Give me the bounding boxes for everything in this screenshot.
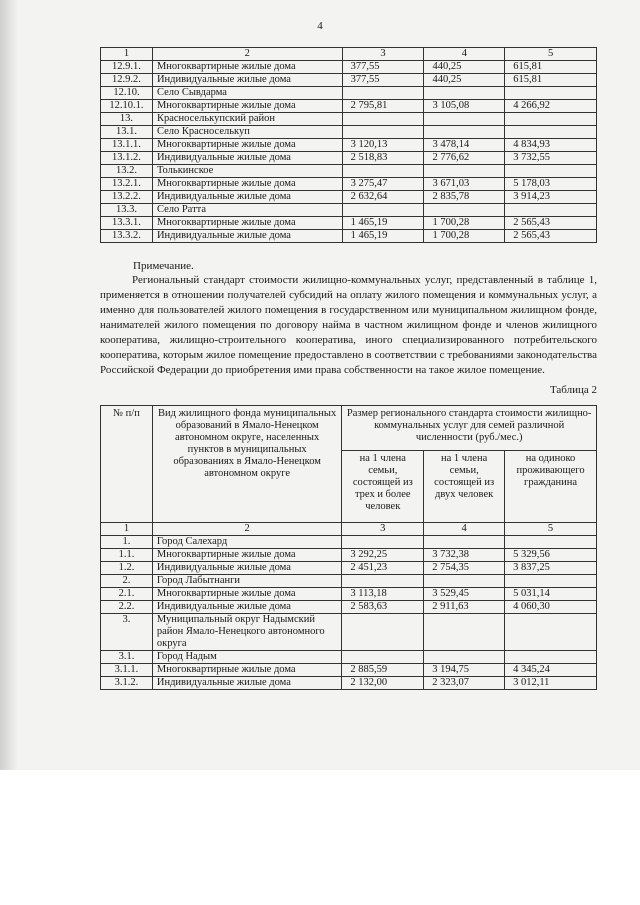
col-number: 1 <box>101 48 153 61</box>
table-row <box>101 113 597 126</box>
row-value-family-3plus <box>342 614 424 651</box>
row-value-single: 3 914,23 <box>505 191 597 204</box>
row-value-family-3plus <box>342 651 424 664</box>
row-value-family-3plus: 3 113,18 <box>342 588 424 601</box>
table-row <box>101 74 597 87</box>
header-family-3plus: на 1 члена семьи, состоящей из трех и более человек <box>342 451 424 523</box>
row-value-single: 3 732,55 <box>505 152 597 165</box>
row-number: 3. <box>101 614 153 651</box>
table-row <box>101 230 597 243</box>
row-name: Многоквартирные жилые дома <box>152 61 342 74</box>
row-value-single: 4 345,24 <box>505 664 597 677</box>
row-value-family-2: 2 911,63 <box>424 601 505 614</box>
table-row <box>101 664 597 677</box>
table-row <box>101 61 597 74</box>
row-value-single: 5 329,56 <box>505 549 597 562</box>
table-row <box>101 536 597 549</box>
col-number: 5 <box>505 48 597 61</box>
col-number: 4 <box>424 48 505 61</box>
row-name: Индивидуальные жилые дома <box>152 677 341 690</box>
row-value-family-3plus <box>342 575 424 588</box>
row-value-family-2: 3 732,38 <box>424 549 505 562</box>
row-name: Индивидуальные жилые дома <box>152 601 341 614</box>
row-value-single <box>505 165 597 178</box>
row-value-family-2 <box>424 165 505 178</box>
row-value-single: 2 565,43 <box>505 217 597 230</box>
row-value-family-3plus: 377,55 <box>342 74 424 87</box>
row-value-single <box>505 87 597 100</box>
row-value-single <box>505 204 597 217</box>
row-number: 3.1.1. <box>101 664 153 677</box>
row-name: Село Красноселькуп <box>152 126 342 139</box>
row-number: 13.2.1. <box>101 178 153 191</box>
row-name: Многоквартирные жилые дома <box>152 100 342 113</box>
row-value-family-3plus: 2 518,83 <box>342 152 424 165</box>
row-value-family-2 <box>424 614 505 651</box>
row-value-family-3plus: 2 451,23 <box>342 562 424 575</box>
row-value-family-3plus <box>342 113 424 126</box>
row-value-family-2: 2 754,35 <box>424 562 505 575</box>
row-number: 13.2. <box>101 165 153 178</box>
col-number: 2 <box>152 523 341 536</box>
row-value-family-3plus <box>342 536 424 549</box>
table-2-label: Таблица 2 <box>549 384 597 396</box>
row-value-single: 3 012,11 <box>505 677 597 690</box>
row-number: 12.10.1. <box>101 100 153 113</box>
table-row <box>101 100 597 113</box>
row-value-single: 4 060,30 <box>505 601 597 614</box>
row-name: Индивидуальные жилые дома <box>152 562 341 575</box>
row-value-family-2 <box>424 126 505 139</box>
header-single: на одиноко проживающего гражданина <box>505 451 597 523</box>
row-name: Индивидуальные жилые дома <box>152 74 342 87</box>
row-value-family-2: 2 776,62 <box>424 152 505 165</box>
row-value-single <box>505 614 597 651</box>
row-value-family-2: 2 323,07 <box>424 677 505 690</box>
table-2-header-row <box>101 406 597 451</box>
row-number: 13. <box>101 113 153 126</box>
row-value-single <box>505 536 597 549</box>
header-family-2: на 1 члена семьи, состоящей из двух человек <box>424 451 505 523</box>
row-value-family-2 <box>424 113 505 126</box>
row-value-single: 4 834,93 <box>505 139 597 152</box>
row-number: 1.2. <box>101 562 153 575</box>
row-value-family-3plus: 3 292,25 <box>342 549 424 562</box>
row-name: Многоквартирные жилые дома <box>152 139 342 152</box>
row-name: Многоквартирные жилые дома <box>152 664 341 677</box>
table-row <box>101 677 597 690</box>
table-row <box>101 217 597 230</box>
col-number: 1 <box>101 523 153 536</box>
col-number: 2 <box>152 48 342 61</box>
row-number: 1. <box>101 536 153 549</box>
col-number: 3 <box>342 523 424 536</box>
row-value-single <box>505 113 597 126</box>
row-value-family-2 <box>424 575 505 588</box>
table-row <box>101 178 597 191</box>
scan-shadow <box>0 0 18 770</box>
row-number: 12.9.1. <box>101 61 153 74</box>
row-value-single: 5 031,14 <box>505 588 597 601</box>
table-row <box>101 165 597 178</box>
table-row <box>101 126 597 139</box>
row-value-family-2: 1 700,28 <box>424 230 505 243</box>
row-name: Многоквартирные жилые дома <box>152 588 341 601</box>
row-name: Многоквартирные жилые дома <box>152 217 342 230</box>
row-number: 13.2.2. <box>101 191 153 204</box>
row-value-family-3plus <box>342 87 424 100</box>
row-value-single: 5 178,03 <box>505 178 597 191</box>
row-value-family-2 <box>424 204 505 217</box>
row-number: 13.3.1. <box>101 217 153 230</box>
row-number: 13.1.2. <box>101 152 153 165</box>
row-value-single: 2 565,43 <box>505 230 597 243</box>
row-value-family-3plus: 2 632,64 <box>342 191 424 204</box>
row-name: Муниципальный округ Надымский район Ямало-Ненецкого автономного округа <box>152 614 341 651</box>
row-value-family-3plus: 2 132,00 <box>342 677 424 690</box>
table-row <box>101 139 597 152</box>
row-value-single: 615,81 <box>505 61 597 74</box>
table-1-header-row <box>101 48 597 61</box>
row-number: 3.1. <box>101 651 153 664</box>
col-number: 5 <box>505 523 597 536</box>
table-2-colnum-row <box>101 523 597 536</box>
row-value-family-3plus: 3 275,47 <box>342 178 424 191</box>
row-value-family-3plus: 2 583,63 <box>342 601 424 614</box>
row-value-family-2 <box>424 87 505 100</box>
row-name: Город Надым <box>152 651 341 664</box>
row-value-family-2: 3 194,75 <box>424 664 505 677</box>
row-number: 13.3.2. <box>101 230 153 243</box>
row-number: 2.1. <box>101 588 153 601</box>
row-name: Село Сывдарма <box>152 87 342 100</box>
row-name: Индивидуальные жилые дома <box>152 230 342 243</box>
table-row <box>101 562 597 575</box>
row-name: Индивидуальные жилые дома <box>152 191 342 204</box>
header-number: № п/п <box>101 406 153 523</box>
row-value-family-2: 3 105,08 <box>424 100 505 113</box>
row-value-family-3plus <box>342 165 424 178</box>
row-name: Город Салехард <box>152 536 341 549</box>
row-value-single <box>505 651 597 664</box>
col-number: 4 <box>424 523 505 536</box>
row-value-family-2 <box>424 651 505 664</box>
row-name: Село Ратта <box>152 204 342 217</box>
table-row <box>101 575 597 588</box>
row-value-family-3plus: 1 465,19 <box>342 217 424 230</box>
col-number: 3 <box>342 48 424 61</box>
row-value-family-3plus: 1 465,19 <box>342 230 424 243</box>
row-value-single <box>505 575 597 588</box>
row-value-single: 615,81 <box>505 74 597 87</box>
row-value-single: 3 837,25 <box>505 562 597 575</box>
table-row <box>101 549 597 562</box>
row-number: 12.10. <box>101 87 153 100</box>
row-number: 2.2. <box>101 601 153 614</box>
row-value-family-2: 3 671,03 <box>424 178 505 191</box>
table-row <box>101 588 597 601</box>
page-number: 4 <box>317 20 323 32</box>
table-2 <box>100 405 597 690</box>
row-value-family-2: 3 478,14 <box>424 139 505 152</box>
row-value-family-3plus <box>342 204 424 217</box>
row-value-family-2 <box>424 536 505 549</box>
note-text: Региональный стандарт стоимости жилищно-коммунальных услуг, представленный в таблице 1, применяется в отношении получателей субсидий на оплату жилого помещения и коммунальных услуг, а именно для пользователей жилого помещения в государственном или муниципальном жилищном фонде, нанимателей жилого помещения по договору найма в частном жилищном фонде и членов жилищного кооператива, жилищно-строительного кооператива, иного специализированного потребительского кооператива, которым жилое помещение предоставлено в соответствии с требованиями законодательства Российской Федерации до приобретения ими права собственности на такое жилое помещение. <box>100 274 597 376</box>
row-name: Город Лабытнанги <box>152 575 341 588</box>
row-value-family-3plus: 2 885,59 <box>342 664 424 677</box>
row-value-family-3plus <box>342 126 424 139</box>
row-value-family-3plus: 377,55 <box>342 61 424 74</box>
table-1 <box>100 47 597 243</box>
table-row <box>101 204 597 217</box>
row-name: Красноселькупский район <box>152 113 342 126</box>
row-number: 13.1.1. <box>101 139 153 152</box>
row-name: Индивидуальные жилые дома <box>152 152 342 165</box>
row-number: 13.3. <box>101 204 153 217</box>
row-value-family-2: 3 529,45 <box>424 588 505 601</box>
header-housing-type: Вид жилищного фонда муниципальных образований в Ямало-Ненецком автономном округе, населенных пунктов в муниципальных образованиях в Ямало-Ненецком автономном округе <box>152 406 341 523</box>
table-row <box>101 651 597 664</box>
row-value-family-2: 440,25 <box>424 61 505 74</box>
row-value-family-2: 2 835,78 <box>424 191 505 204</box>
table-row <box>101 191 597 204</box>
table-row <box>101 601 597 614</box>
header-standard-size: Размер регионального стандарта стоимости жилищно-коммунальных услуг для семей различной численности (руб./мес.) <box>342 406 597 451</box>
row-value-family-2: 440,25 <box>424 74 505 87</box>
row-number: 2. <box>101 575 153 588</box>
row-value-family-3plus: 3 120,13 <box>342 139 424 152</box>
table-row <box>101 614 597 651</box>
table-row <box>101 152 597 165</box>
row-number: 3.1.2. <box>101 677 153 690</box>
row-value-single: 4 266,92 <box>505 100 597 113</box>
note-title: Примечание. <box>133 260 194 272</box>
row-value-single <box>505 126 597 139</box>
row-value-family-3plus: 2 795,81 <box>342 100 424 113</box>
row-name: Многоквартирные жилые дома <box>152 549 341 562</box>
row-name: Многоквартирные жилые дома <box>152 178 342 191</box>
row-number: 1.1. <box>101 549 153 562</box>
row-number: 12.9.2. <box>101 74 153 87</box>
row-value-family-2: 1 700,28 <box>424 217 505 230</box>
row-name: Толькинское <box>152 165 342 178</box>
table-row <box>101 87 597 100</box>
row-number: 13.1. <box>101 126 153 139</box>
